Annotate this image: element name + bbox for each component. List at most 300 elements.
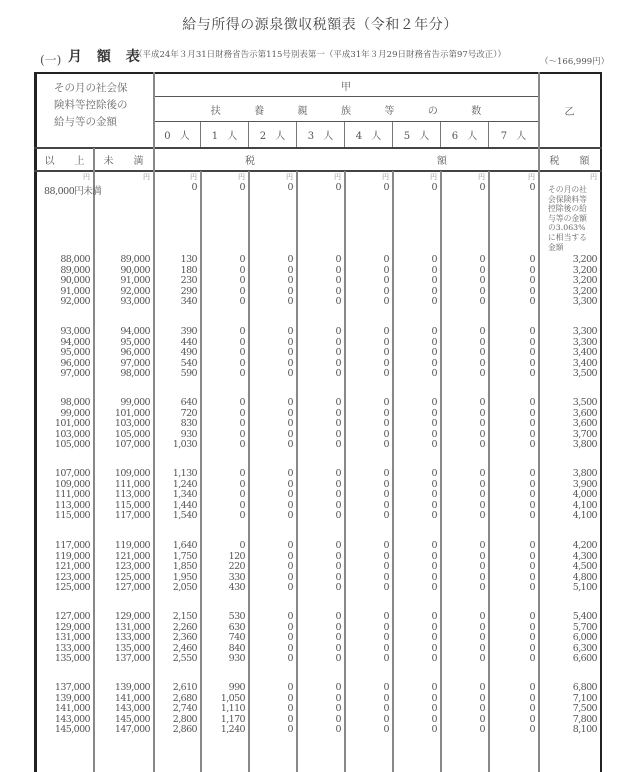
table-cell: 0 <box>287 296 293 308</box>
dependents-count-header: 0 人 <box>164 131 190 142</box>
table-cell: 0 <box>529 561 535 573</box>
otsu-first-row-note: その月の社会保険料等控除後の給与等の金額の3.063%に相当する金額 <box>548 185 587 252</box>
dependents-char: 等 <box>384 105 395 117</box>
table-cell: 0 <box>335 368 341 380</box>
dependents-count-header: 1 人 <box>211 131 238 142</box>
yen-unit-label: 円 <box>190 173 197 181</box>
table-cell: 3,200 <box>572 254 597 265</box>
dependents-count-header: 4 人 <box>355 131 382 142</box>
table-cell: 121,000 <box>54 561 90 573</box>
table-cell: 0 <box>287 254 293 265</box>
amount-header-line: 険料等控除後の <box>54 99 128 111</box>
table-cell: 0 <box>479 264 485 276</box>
table-cell: 7,800 <box>572 713 597 725</box>
table-cell: 113,000 <box>114 489 150 501</box>
table-cell: 5,400 <box>572 611 597 622</box>
first-row-tax-value: 0 <box>335 182 341 193</box>
table-cell: 0 <box>431 713 437 725</box>
table-cell: 720 <box>180 407 197 419</box>
table-cell: 0 <box>335 692 341 704</box>
table-cell: 0 <box>529 478 535 490</box>
table-cell: 0 <box>529 275 535 287</box>
table-cell: 0 <box>383 296 389 308</box>
table-cell: 107,000 <box>114 439 150 451</box>
table-cell: 0 <box>479 468 485 479</box>
table-cell: 0 <box>287 397 293 408</box>
tax-2-dependents-column <box>248 469 293 522</box>
table-cell: 0 <box>383 611 389 622</box>
table-cell: 0 <box>431 571 437 583</box>
yen-unit-label: 円 <box>528 173 535 181</box>
tax-5-dependents-column <box>392 683 437 736</box>
table-cell: 135,000 <box>54 653 90 665</box>
tax-4-dependents-column <box>344 327 389 380</box>
amount-header-line: その月の社会保 <box>54 82 128 94</box>
table-cell: 0 <box>383 347 389 359</box>
tax-5-dependents-column <box>392 255 437 308</box>
table-cell: 740 <box>228 632 245 644</box>
table-cell: 0 <box>529 336 535 348</box>
table-cell: 93,000 <box>60 326 90 337</box>
table-cell: 0 <box>335 285 341 297</box>
table-cell: 127,000 <box>54 611 90 622</box>
table-cell: 0 <box>479 407 485 419</box>
tax-4-dependents-column <box>344 612 389 665</box>
dependents-char: 親 <box>297 105 308 117</box>
otsu-tax-column <box>538 327 597 380</box>
table-cell: 0 <box>479 418 485 430</box>
yen-unit-label: 円 <box>143 173 150 181</box>
first-row-tax-value: 0 <box>479 182 485 193</box>
table-cell: 96,000 <box>120 347 150 359</box>
table-cell: 4,300 <box>572 550 597 562</box>
otsu-header: 乙 <box>564 107 575 118</box>
table-cell: 0 <box>431 611 437 622</box>
amount-from-column <box>34 255 90 308</box>
yen-unit-label: 円 <box>478 173 485 181</box>
table-cell: 0 <box>287 418 293 430</box>
table-cell: 0 <box>383 264 389 276</box>
subtitle-number: (一) <box>40 53 62 67</box>
otsu-tax-column <box>538 255 597 308</box>
table-cell: 0 <box>335 540 341 551</box>
table-cell: 0 <box>287 703 293 715</box>
tax-2-dependents-column <box>248 398 293 451</box>
tax-0-dependents-column <box>153 612 197 665</box>
tax-2-dependents-column <box>248 683 293 736</box>
table-cell: 3,900 <box>572 478 597 490</box>
column-divider <box>200 122 201 147</box>
amount-from-column <box>34 612 90 665</box>
dependents-char: 扶 <box>210 105 221 117</box>
table-cell: 0 <box>529 642 535 654</box>
table-cell: 0 <box>431 285 437 297</box>
table-cell: 97,000 <box>120 357 150 369</box>
table-cell: 5,700 <box>572 621 597 633</box>
table-cell: 0 <box>335 326 341 337</box>
table-cell: 0 <box>431 582 437 594</box>
table-cell: 0 <box>479 632 485 644</box>
tax-3-dependents-column <box>296 255 341 308</box>
table-cell: 0 <box>479 439 485 451</box>
table-cell: 0 <box>383 632 389 644</box>
table-cell: 2,860 <box>172 724 197 736</box>
table-cell: 0 <box>239 275 245 287</box>
table-cell: 0 <box>335 582 341 594</box>
table-cell: 0 <box>431 326 437 337</box>
table-cell: 2,260 <box>172 621 197 633</box>
amount-from-column <box>34 469 90 522</box>
table-cell: 0 <box>529 724 535 736</box>
table-cell: 390 <box>180 326 197 337</box>
table-cell: 0 <box>335 439 341 451</box>
table-cell: 127,000 <box>114 582 150 594</box>
table-cell: 0 <box>287 336 293 348</box>
table-cell: 0 <box>335 621 341 633</box>
table-cell: 0 <box>287 439 293 451</box>
table-cell: 0 <box>239 418 245 430</box>
tax-7-dependents-column <box>488 612 535 665</box>
tax-1-dependent-column <box>200 255 245 308</box>
amount-to-column <box>93 327 150 380</box>
first-row-tax-value: 0 <box>287 182 293 193</box>
amount-to-column <box>93 683 150 736</box>
table-cell: 101,000 <box>114 407 150 419</box>
table-cell: 115,000 <box>54 510 90 522</box>
table-cell: 0 <box>335 510 341 522</box>
table-cell: 0 <box>529 611 535 622</box>
column-divider <box>440 122 441 147</box>
table-cell: 0 <box>383 692 389 704</box>
table-cell: 0 <box>287 510 293 522</box>
table-cell: 0 <box>335 407 341 419</box>
table-cell: 0 <box>239 264 245 276</box>
table-cell: 0 <box>431 653 437 665</box>
table-cell: 540 <box>180 357 197 369</box>
miman-header: 未 満 <box>103 155 144 167</box>
table-cell: 137,000 <box>114 653 150 665</box>
table-cell: 139,000 <box>54 692 90 704</box>
table-cell: 0 <box>383 642 389 654</box>
amount-to-column <box>93 469 150 522</box>
table-cell: 0 <box>239 428 245 440</box>
table-cell: 0 <box>431 561 437 573</box>
table-cell: 88,000 <box>60 254 90 265</box>
first-row-tax-value: 0 <box>383 182 389 193</box>
tax-4-dependents-column <box>344 683 389 736</box>
table-cell: 0 <box>529 703 535 715</box>
table-cell: 133,000 <box>114 632 150 644</box>
otsu-tax-column <box>538 541 597 594</box>
table-cell: 0 <box>383 468 389 479</box>
table-cell: 0 <box>287 540 293 551</box>
table-cell: 0 <box>287 682 293 693</box>
otsu-tax-amount-header: 税 額 <box>549 155 590 167</box>
table-cell: 0 <box>335 468 341 479</box>
tax-3-dependents-column <box>296 541 341 594</box>
table-cell: 125,000 <box>54 582 90 594</box>
table-cell: 119,000 <box>54 550 90 562</box>
table-cell: 0 <box>287 724 293 736</box>
table-cell: 0 <box>239 489 245 501</box>
table-cell: 230 <box>180 275 197 287</box>
table-cell: 0 <box>479 285 485 297</box>
table-cell: 0 <box>383 571 389 583</box>
table-cell: 6,300 <box>572 642 597 654</box>
table-cell: 290 <box>180 285 197 297</box>
table-cell: 2,050 <box>172 582 197 594</box>
table-cell: 0 <box>287 621 293 633</box>
tax-2-dependents-column <box>248 612 293 665</box>
column-divider <box>344 122 345 147</box>
tax-0-dependents-column <box>153 327 197 380</box>
table-cell: 0 <box>479 611 485 622</box>
table-cell: 0 <box>287 407 293 419</box>
document-title: 給与所得の源泉徴収税額表（令和２年分） <box>182 17 458 33</box>
table-cell: 6,000 <box>572 632 597 644</box>
table-cell: 0 <box>529 254 535 265</box>
table-cell: 4,800 <box>572 571 597 583</box>
tax-1-dependent-column <box>200 541 245 594</box>
table-cell: 0 <box>287 275 293 287</box>
table-cell: 0 <box>287 692 293 704</box>
otsu-tax-column <box>538 612 597 665</box>
amount-to-column <box>93 255 150 308</box>
table-cell: 2,550 <box>172 653 197 665</box>
table-cell: 0 <box>479 713 485 725</box>
table-cell: 3,500 <box>572 368 597 380</box>
table-cell: 0 <box>479 703 485 715</box>
tax-3-dependents-column <box>296 398 341 451</box>
table-cell: 0 <box>529 489 535 501</box>
zei-label: 税 <box>245 155 255 167</box>
table-cell: 0 <box>479 724 485 736</box>
table-cell: 0 <box>239 368 245 380</box>
table-cell: 0 <box>239 336 245 348</box>
tax-6-dependents-column <box>440 541 485 594</box>
table-cell: 0 <box>287 285 293 297</box>
table-cell: 129,000 <box>54 621 90 633</box>
table-cell: 830 <box>180 418 197 430</box>
table-cell: 111,000 <box>114 478 150 490</box>
table-cell: 3,800 <box>572 468 597 479</box>
table-cell: 0 <box>383 550 389 562</box>
table-cell: 0 <box>287 653 293 665</box>
table-cell: 0 <box>431 418 437 430</box>
first-row-tax-value: 0 <box>529 182 535 193</box>
table-cell: 0 <box>431 275 437 287</box>
table-cell: 93,000 <box>120 296 150 308</box>
table-cell: 141,000 <box>114 692 150 704</box>
table-cell: 4,000 <box>572 489 597 501</box>
tax-6-dependents-column <box>440 683 485 736</box>
dependents-char: 養 <box>254 105 265 117</box>
tax-6-dependents-column <box>440 398 485 451</box>
tax-1-dependent-column <box>200 469 245 522</box>
table-cell: 1,640 <box>172 540 197 551</box>
table-cell: 0 <box>479 336 485 348</box>
amount-from-column <box>34 398 90 451</box>
first-row-upper-value: 88,000 <box>44 186 75 197</box>
column-divider <box>296 122 297 147</box>
table-cell: 0 <box>383 703 389 715</box>
table-cell: 1,540 <box>172 510 197 522</box>
table-cell: 0 <box>287 428 293 440</box>
table-cell: 0 <box>529 397 535 408</box>
table-cell: 0 <box>335 357 341 369</box>
table-cell: 0 <box>431 478 437 490</box>
tax-amount-header <box>154 148 538 170</box>
table-cell: 117,000 <box>54 540 90 551</box>
table-cell: 0 <box>431 439 437 451</box>
table-cell: 0 <box>239 499 245 511</box>
table-cell: 0 <box>383 724 389 736</box>
tax-2-dependents-column <box>248 541 293 594</box>
table-cell: 0 <box>287 357 293 369</box>
table-cell: 0 <box>383 285 389 297</box>
table-cell: 0 <box>431 468 437 479</box>
tax-6-dependents-column <box>440 255 485 308</box>
table-cell: 0 <box>431 499 437 511</box>
column-divider <box>93 148 95 772</box>
table-cell: 0 <box>287 582 293 594</box>
table-cell: 0 <box>529 439 535 451</box>
table-cell: 123,000 <box>114 561 150 573</box>
tax-6-dependents-column <box>440 612 485 665</box>
tax-1-dependent-column <box>200 683 245 736</box>
table-cell: 0 <box>431 540 437 551</box>
table-cell: 3,700 <box>572 428 597 440</box>
table-cell: 91,000 <box>120 275 150 287</box>
table-cell: 1,950 <box>172 571 197 583</box>
table-cell: 0 <box>529 653 535 665</box>
table-cell: 123,000 <box>54 571 90 583</box>
table-cell: 0 <box>479 326 485 337</box>
otsu-tax-column <box>538 469 597 522</box>
table-cell: 0 <box>335 611 341 622</box>
table-cell: 0 <box>479 692 485 704</box>
table-cell: 143,000 <box>114 703 150 715</box>
first-row-tax-value: 0 <box>191 182 197 193</box>
table-cell: 0 <box>479 368 485 380</box>
table-cell: 840 <box>228 642 245 654</box>
tax-0-dependents-column <box>153 469 197 522</box>
tax-2-dependents-column <box>248 327 293 380</box>
table-cell: 0 <box>529 357 535 369</box>
table-cell: 0 <box>335 264 341 276</box>
table-cell: 89,000 <box>120 254 150 265</box>
table-cell: 0 <box>529 582 535 594</box>
table-cell: 0 <box>335 571 341 583</box>
table-cell: 5,100 <box>572 582 597 594</box>
table-cell: 0 <box>383 713 389 725</box>
table-cell: 0 <box>287 326 293 337</box>
subtitle-legal-note: （平成24年３月31日財務省告示第115号別表第一（平成31年３月29日財務省告示第97号改正）） <box>134 50 507 60</box>
table-cell: 115,000 <box>114 499 150 511</box>
table-cell: 3,200 <box>572 275 597 287</box>
table-cell: 0 <box>383 336 389 348</box>
table-cell: 141,000 <box>54 703 90 715</box>
table-cell: 137,000 <box>54 682 90 693</box>
first-row-tax-value: 0 <box>431 182 437 193</box>
table-cell: 1,850 <box>172 561 197 573</box>
table-cell: 0 <box>529 540 535 551</box>
table-cell: 0 <box>529 682 535 693</box>
table-cell: 0 <box>529 550 535 562</box>
table-cell: 92,000 <box>60 296 90 308</box>
table-cell: 92,000 <box>120 285 150 297</box>
table-cell: 109,000 <box>114 468 150 479</box>
table-cell: 6,800 <box>572 682 597 693</box>
table-cell: 3,800 <box>572 439 597 451</box>
dependents-count-header: 2 人 <box>259 131 286 142</box>
table-cell: 120 <box>228 550 245 562</box>
table-cell: 0 <box>431 642 437 654</box>
table-cell: 0 <box>383 407 389 419</box>
table-subtitle <box>40 46 640 66</box>
table-cell: 6,600 <box>572 653 597 665</box>
table-cell: 0 <box>239 254 245 265</box>
table-cell: 0 <box>287 611 293 622</box>
tax-3-dependents-column <box>296 612 341 665</box>
table-cell: 0 <box>479 540 485 551</box>
column-divider <box>488 122 489 147</box>
amount-from-column <box>34 683 90 736</box>
table-cell: 0 <box>239 407 245 419</box>
table-cell: 145,000 <box>54 724 90 736</box>
table-cell: 2,800 <box>172 713 197 725</box>
table-cell: 0 <box>479 571 485 583</box>
table-cell: 0 <box>335 336 341 348</box>
table-cell: 1,340 <box>172 489 197 501</box>
table-cell: 0 <box>383 489 389 501</box>
table-cell: 0 <box>479 561 485 573</box>
subtitle-range: （～166,999円） <box>540 57 610 67</box>
table-cell: 0 <box>383 621 389 633</box>
table-cell: 640 <box>180 397 197 408</box>
table-cell: 0 <box>431 682 437 693</box>
table-cell: 3,600 <box>572 418 597 430</box>
table-cell: 0 <box>431 621 437 633</box>
table-cell: 0 <box>287 478 293 490</box>
table-cell: 0 <box>335 642 341 654</box>
table-cell: 1,750 <box>172 550 197 562</box>
table-cell: 0 <box>239 285 245 297</box>
table-cell: 0 <box>287 632 293 644</box>
table-cell: 0 <box>529 296 535 308</box>
table-cell: 0 <box>383 582 389 594</box>
table-cell: 133,000 <box>54 642 90 654</box>
table-cell: 96,000 <box>60 357 90 369</box>
rule <box>154 96 539 97</box>
table-cell: 2,150 <box>172 611 197 622</box>
table-cell: 135,000 <box>114 642 150 654</box>
tax-4-dependents-column <box>344 469 389 522</box>
table-cell: 530 <box>228 611 245 622</box>
dependents-count-header: 7 人 <box>500 131 527 142</box>
table-cell: 0 <box>383 478 389 490</box>
table-cell: 0 <box>529 407 535 419</box>
table-cell: 131,000 <box>114 621 150 633</box>
tax-0-dependents-column <box>153 541 197 594</box>
table-cell: 0 <box>431 632 437 644</box>
table-cell: 0 <box>239 326 245 337</box>
table-cell: 2,610 <box>172 682 197 693</box>
table-cell: 0 <box>529 468 535 479</box>
table-cell: 3,400 <box>572 357 597 369</box>
table-cell: 129,000 <box>114 611 150 622</box>
table-cell: 97,000 <box>60 368 90 380</box>
